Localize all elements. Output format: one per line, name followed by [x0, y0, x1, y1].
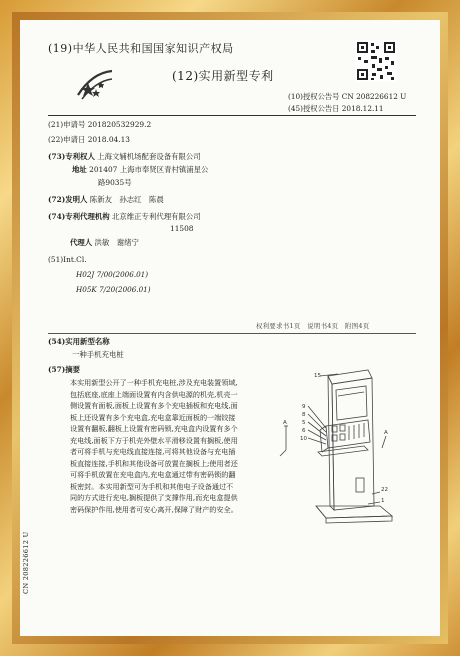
drawing-label: 5	[302, 420, 306, 426]
address-line-1: 201407 上海市奉贤区青村镇浦星公	[89, 165, 209, 174]
abstract-text: 本实用新型公开了一种手机充电桩,涉及充电装置领域,包括底座,底座上端面设置有内含供电源的机壳,机壳一侧设置有面板,面板上设置有多个充电插板和充电线,面板上还设置有多个充电盒,充电盒靠近面板的一端铰接设置有翻板,翻板上设置有密码锁,充电盒内设置有多个充电线,面板下方于机壳外壁水平滑移设置有搁板,使用者可将手机与充电线直接连接,可将其他设备与充电插板直接连接,手机和其他设备可放置在搁板上;使用者还可将手机放置在充电盒内,充电盒通过带有密码锁的翻板密封。本实用新型可为手机和其他电子设备通过不同的方式进行充电,搁板提供了支撑作用,而充电盒提供密码保护作用,使用者可安心离开,保障了财产的安全。	[70, 378, 238, 514]
document-type: (12)实用新型专利	[172, 69, 274, 83]
title-label: (54)实用新型名称	[48, 337, 110, 346]
agency: 北京维正专利代理有限公司	[111, 212, 201, 221]
drawing-label: 9	[302, 404, 306, 410]
section-rule	[48, 333, 416, 334]
issuing-office: (19)中华人民共和国国家知识产权局	[48, 42, 234, 55]
grant-number: (10)授权公告号 CN 208226612 U	[288, 92, 407, 101]
ipc-class-1: H02J 7/00(2006.01)	[76, 270, 149, 279]
patentee-label: (73)专利权人	[48, 152, 95, 161]
drawing-label: 15	[314, 373, 321, 379]
patentee-row	[48, 151, 201, 162]
inventor-row	[48, 194, 164, 205]
drawing-label: 1	[381, 498, 385, 504]
patent-certificate-page	[20, 20, 440, 636]
charging-pile-drawing	[260, 356, 400, 536]
address-label: 地址	[72, 165, 87, 174]
agents: 洪敏 谢绪宁	[94, 238, 139, 247]
ipc-class-2: H05K 7/20(2006.01)	[76, 285, 151, 294]
utility-model-title: 一种手机充电桩	[72, 350, 124, 359]
drawing-label: 10	[300, 436, 307, 442]
agent-label: 代理人	[70, 238, 93, 247]
header-rule	[48, 115, 416, 116]
drawing-label: A	[384, 430, 388, 436]
address-row	[72, 164, 208, 175]
side-publication-number: CN 208226612 U	[22, 531, 30, 594]
cnipa-logo-icon	[74, 65, 116, 107]
application-date: (22)申请日 2018.04.13	[48, 135, 131, 144]
agency-label: (74)专利代理机构	[48, 212, 110, 221]
agent-row	[70, 237, 139, 248]
address-line-2: 路9035号	[98, 178, 132, 187]
drawing-label: 8	[302, 412, 306, 418]
drawing-label: 6	[302, 428, 306, 434]
agency-code: 11508	[170, 224, 194, 233]
qr-code-icon	[355, 40, 397, 82]
abstract-label: (57)摘要	[48, 365, 81, 374]
patentee: 上海文辅机场配套设备有限公司	[97, 152, 201, 161]
page-counts: 权利要求书1页 说明书4页 附图4页	[256, 322, 370, 330]
inventors: 陈新友 孙志红 陈晨	[89, 195, 164, 204]
drawing-label: 22	[381, 487, 388, 493]
drawing-label: A	[283, 420, 287, 426]
grant-date: (45)授权公告日 2018.12.11	[288, 104, 384, 113]
agency-row	[48, 211, 201, 222]
application-number: (21)申请号 201820532929.2	[48, 120, 152, 129]
int-cl-label: (51)Int.Cl.	[48, 255, 87, 264]
inventor-label: (72)发明人	[48, 195, 88, 204]
